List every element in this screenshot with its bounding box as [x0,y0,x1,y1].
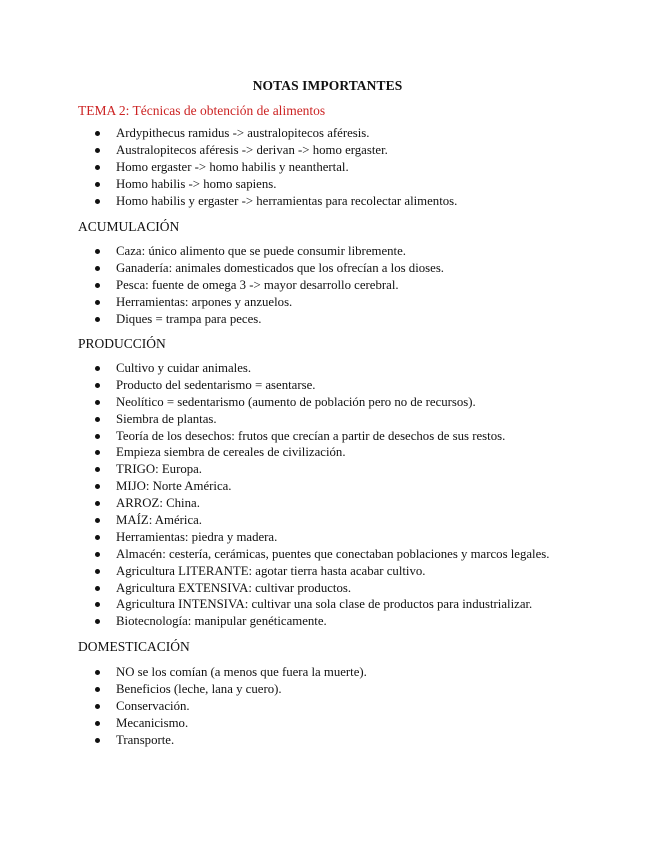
list-item [0,294,600,311]
list-item-text: Neolítico = sedentarismo (aumento de población pero no de recursos). [116,394,476,409]
bullet-icon [95,400,100,405]
list-item-text: Australopitecos aféresis -> derivan -> homo ergaster. [116,142,388,157]
bullet-icon [95,670,100,675]
list-item-text: Homo ergaster -> homo habilis y neanthertal. [116,159,349,174]
list-item [0,142,600,159]
list-item [0,243,600,260]
bullet-icon [95,721,100,726]
bullet-icon [95,366,100,371]
list-item-text: Siembra de plantas. [116,411,217,426]
list-item [0,580,600,597]
list-item-text: Cultivo y cuidar animales. [116,361,252,375]
list-item-text: Caza: único alimento que se puede consumir libremente. [116,244,406,258]
bullet-icon [95,317,100,322]
list-item-text: Ardypithecus ramidus -> australopitecos aféresis. [116,126,370,140]
page-title: NOTAS IMPORTANTES [252,78,403,93]
bullet-icon [95,434,100,439]
list-item-text: TRIGO: Europa. [116,462,203,477]
list-item [0,512,600,529]
bullet-icon [95,569,100,574]
list-item [0,193,600,210]
bullet-icon [95,586,100,591]
list-item-text: Producto del sedentarismo = asentarse. [116,377,316,392]
list-item-text: Biotecnología: manipular genéticamente. [116,614,327,629]
list-item-text: Almacén: cestería, cerámicas, puentes que conectaban poblaciones y marcos legales. [116,546,550,561]
list-item-text: Herramientas: arpones y anzuelos. [116,294,293,309]
list-item [0,428,600,445]
list-item [0,159,600,176]
list-item [0,681,600,698]
list-item [0,596,600,613]
list-item-text: Transporte. [116,732,175,747]
bullet-icon [95,467,100,472]
list-item [0,444,600,461]
list-item-text: Teoría de los desechos: frutos que crecían a partir de desechos de sus restos. [116,428,506,443]
list-item-text: MIJO: Norte América. [116,479,232,494]
bullet-icon [95,602,100,607]
list-item-text: Empieza siembra de cereales de civilización. [116,445,346,460]
list-item [0,277,600,294]
list-item [0,664,600,681]
list-item-text: ARROZ: China. [116,496,200,511]
bullet-icon [95,131,100,136]
list-item-text: Diques = trampa para peces. [116,311,262,326]
list-item-text: Agricultura LITERANTE: agotar tierra hasta acabar cultivo. [116,563,426,578]
list-item [0,495,600,512]
list-item-text: NO se los comían (a menos que fuera la muerte). [116,665,367,679]
produccion-list [0,360,600,630]
bullet-icon [95,300,100,305]
list-item [0,394,600,411]
bullet-icon [95,199,100,204]
domesticacion-list [0,664,600,748]
bullet-icon [95,450,100,455]
list-item [0,698,600,715]
bullet-icon [95,249,100,254]
bullet-icon [95,535,100,540]
bullet-icon [95,518,100,523]
section-heading-domesticacion: DOMESTICACIÓN [78,639,190,654]
list-item [0,529,600,546]
list-item-text: Mecanicismo. [116,715,189,730]
list-item [0,125,600,142]
list-item [0,311,600,328]
bullet-icon [95,417,100,422]
intro-list [0,125,600,209]
list-item-text: Conservación. [116,698,190,713]
list-item-text: Beneficios (leche, lana y cuero). [116,681,282,696]
bullet-icon [95,182,100,187]
list-item [0,478,600,495]
list-item-text: Pesca: fuente de omega 3 -> mayor desarrollo cerebral. [116,277,399,292]
list-item [0,546,600,563]
section-heading-produccion: PRODUCCIÓN [78,336,166,351]
list-item [0,563,600,580]
list-item-text: Ganadería: animales domesticados que los ofrecían a los dioses. [116,260,444,275]
bullet-icon [95,266,100,271]
list-item [0,377,600,394]
list-item-text: Agricultura INTENSIVA: cultivar una sola clase de productos para industrializar. [116,597,533,612]
bullet-icon [95,552,100,557]
list-item-text: Agricultura EXTENSIVA: cultivar productos. [116,580,352,595]
bullet-icon [95,148,100,153]
bullet-icon [95,484,100,489]
bullet-icon [95,383,100,388]
bullet-icon [95,619,100,624]
topic-heading: TEMA 2: Técnicas de obtención de alimentos [78,103,326,118]
acumulacion-list [0,243,600,327]
list-item [0,715,600,732]
bullet-icon [95,704,100,709]
list-item [0,461,600,478]
bullet-icon [95,738,100,743]
list-item-text: MAÍZ: América. [116,513,202,528]
bullet-icon [95,501,100,506]
list-item-text: Homo habilis -> homo sapiens. [116,176,277,191]
list-item [0,176,600,193]
list-item-text: Herramientas: piedra y madera. [116,529,278,544]
list-item [0,411,600,428]
section-heading-acumulacion: ACUMULACIÓN [78,219,180,234]
list-item [0,360,600,377]
list-item [0,732,600,749]
bullet-icon [95,283,100,288]
bullet-icon [95,165,100,170]
list-item [0,260,600,277]
list-item-text: Homo habilis y ergaster -> herramientas para recolectar alimentos. [116,193,458,208]
bullet-icon [95,687,100,692]
list-item [0,613,600,630]
